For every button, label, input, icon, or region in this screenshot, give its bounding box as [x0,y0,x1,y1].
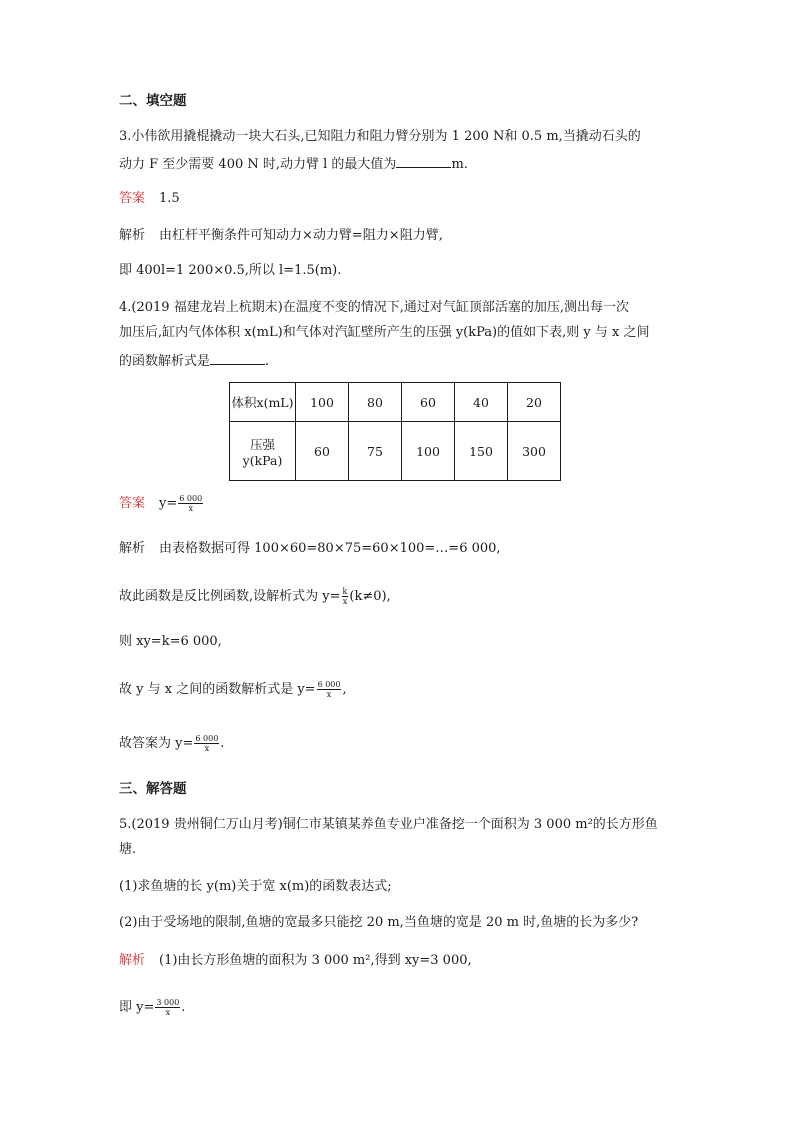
question-5-part-2: (2)由于受场地的限制,鱼塘的宽最多只能挖 20 m,当鱼塘的宽是 20 m 时,鱼塘的长为多少? [119,915,639,930]
analysis-text: 故此函数是反比例函数,设解析式为 y= $\frac{k}{x}$ (k≠0), [119,587,391,606]
analysis-label: 解析 [119,953,146,968]
table-cell: 40 [455,383,508,422]
answer-blank [396,153,451,168]
analysis-row: 解析 由杠杆平衡条件可知动力×动力臂=阻力×阻力臂, [119,228,443,243]
fraction: $\frac{6 000}{x}$ [179,494,203,513]
question-3-text-cont: 动力 F 至少需要 400 N 时,动力臂 l 的最大值为 m. [119,153,468,174]
table-cell: 60 [402,383,455,422]
question-4-text-cont: 加压后,缸内气体体积 x(mL)和气体对汽缸壁所产生的压强 y(kPa)的值如下表,则 y 与 x 之间 [119,325,650,340]
question-5-text: 5.(2019 贵州铜仁万山月考)铜仁市某镇某养鱼专业户准备挖一个面积为 3 000 m²的长方形鱼 [119,817,658,832]
analysis-text: 故答案为 y= $\frac{6 000}{x}$ . [119,734,225,753]
question-4-text-cont: 的函数解析式是 . [119,350,269,371]
fraction: $\frac{k}{x}$ [342,587,348,606]
analysis-label: 解析 [119,541,146,556]
analysis-text: 则 xy=k=6 000, [119,634,222,649]
table-header-cell: 体积x(mL) [230,383,296,422]
table-cell: 75 [349,422,402,481]
analysis-label: 解析 [119,228,146,243]
answer-row [119,190,180,208]
fraction: $\frac{6 000}{x}$ [195,734,219,753]
answer-row: 答案 y= $\frac{6 000}{x}$ [119,494,203,513]
question-4-text: 4.(2019 福建龙岩上杭期末)在温度不变的情况下,通过对气缸顶部活塞的加压,测出每一次 [119,300,630,315]
table-cell: 20 [508,383,561,422]
table-cell: 80 [349,383,402,422]
table-row [230,422,561,481]
analysis-row: 解析 (1)由长方形鱼塘的面积为 3 000 m²,得到 xy=3 000, [119,953,472,968]
answer-blank [210,350,265,365]
fraction: $\frac{6 000}{x}$ [317,680,341,699]
fraction: $\frac{3 000}{x}$ [156,998,180,1017]
table-cell: 100 [402,422,455,481]
table-cell: 150 [455,422,508,481]
data-table [229,382,561,481]
table-cell: 60 [296,422,349,481]
answer-value: 1.5 [159,191,180,206]
table-header-cell: 压强 y(kPa) [230,422,296,481]
question-5-text-cont: 塘. [119,842,137,857]
question-5-part-1: (1)求鱼塘的长 y(m)关于宽 x(m)的函数表达式; [119,879,392,894]
analysis-row: 解析 由表格数据可得 100×60=80×75=60×100=…=6 000, [119,541,501,556]
table-cell: 100 [296,383,349,422]
analysis-text: 故 y 与 x 之间的函数解析式是 y= $\frac{6 000}{x}$ , [119,680,347,699]
question-3-text: 3.小伟欲用撬棍撬动一块大石头,已知阻力和阻力臂分别为 1 200 N和 0.5 m,当撬动石头的 [119,129,641,144]
section-title: 三、解答题 [119,781,187,797]
answer-label: 答案 [119,191,146,206]
table-row [230,383,561,422]
section-title: 二、填空题 [119,93,187,109]
analysis-text: 即 y= $\frac{3 000}{x}$ . [119,998,186,1017]
answer-label: 答案 [119,496,146,511]
analysis-text: 即 400l=1 200×0.5,所以 l=1.5(m). [119,263,342,278]
table-cell: 300 [508,422,561,481]
